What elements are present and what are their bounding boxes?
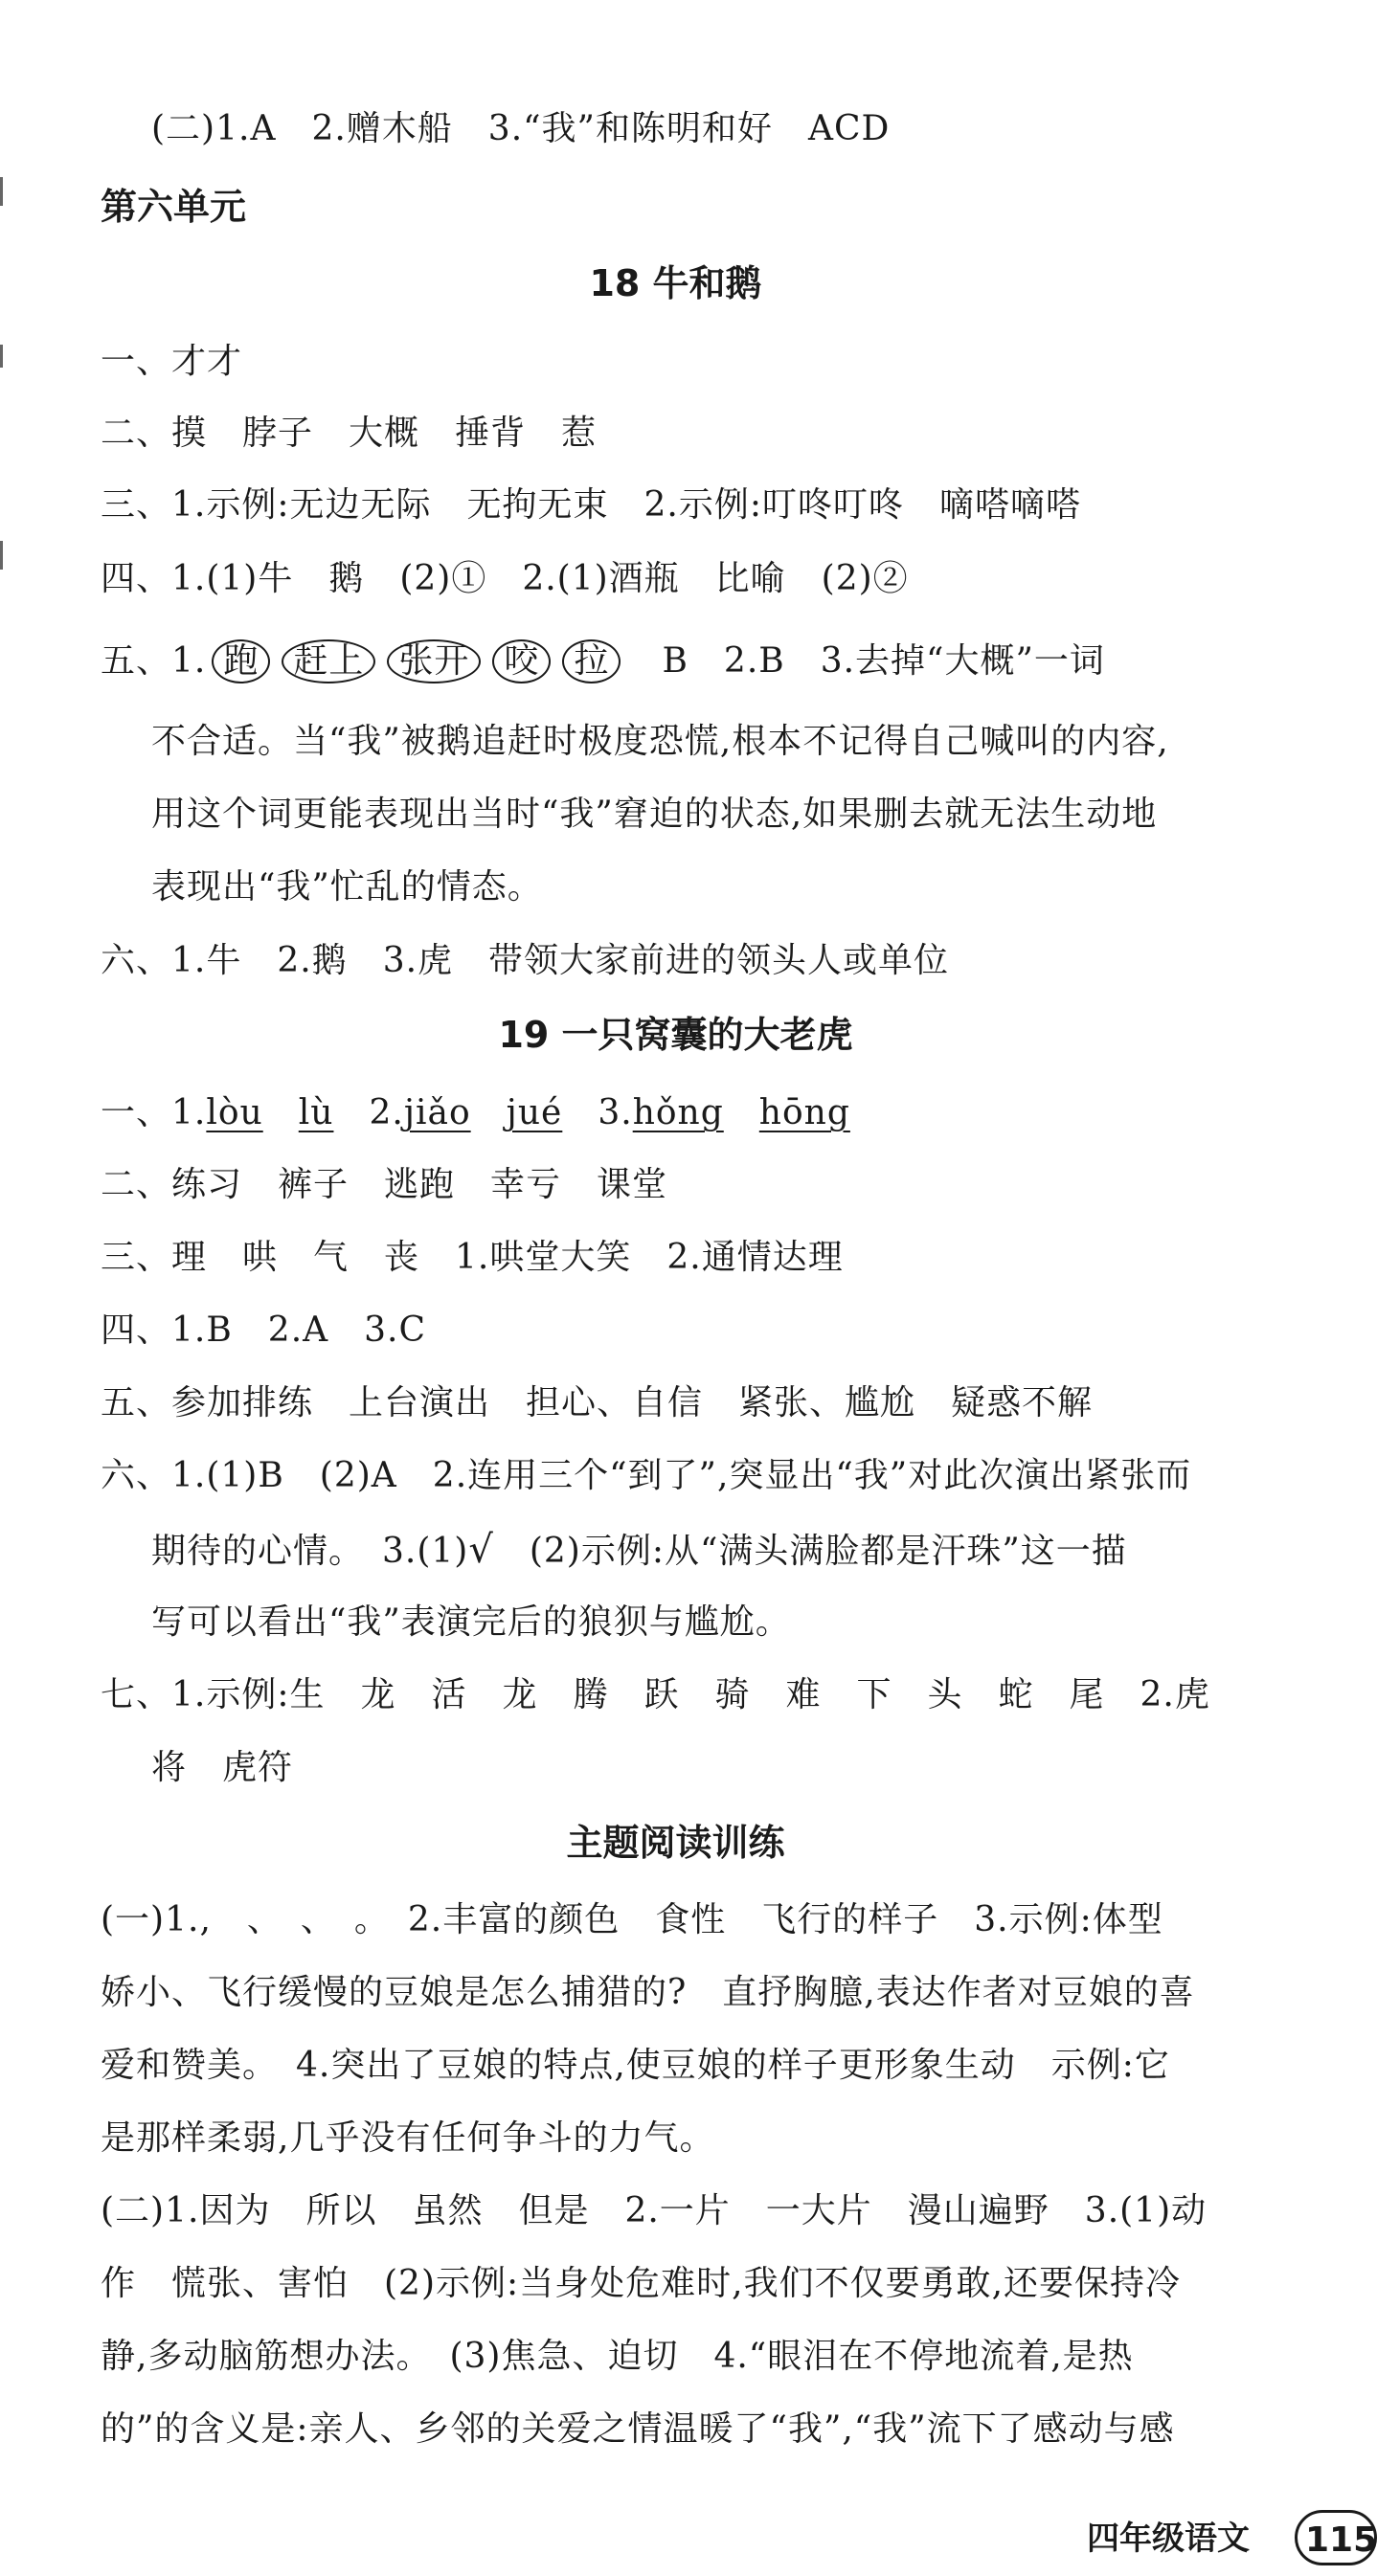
answer-line: 写可以看出“我”表演完后的狼狈与尴尬。 — [151, 1602, 791, 1642]
answer-line: 一、才才 — [101, 342, 243, 381]
answer-line: 不合适。当“我”被鹅追赶时极度恐慌,根本不记得自己喊叫的内容, — [151, 722, 1169, 761]
circled-word: 张开 — [387, 639, 481, 683]
answer-line: 七、1.示例:生 龙 活 龙 腾 跃 骑 难 下 头 蛇 尾 2.虎 — [101, 1675, 1210, 1714]
answer-line: 爱和赞美。 4.突出了豆娘的特点,使豆娘的样子更形象生动 示例:它 — [101, 2046, 1170, 2085]
binding-mark — [0, 541, 3, 570]
answer-line: 三、1.示例:无边无际 无拘无束 2.示例:叮咚叮咚 嘀嗒嘀嗒 — [101, 485, 1081, 525]
answer-line: 静,多动脑筋想办法。 (3)焦急、迫切 4.“眼泪在不停地流着,是热 — [101, 2337, 1134, 2376]
pinyin: hōng — [758, 1093, 850, 1132]
pinyin: hǒng — [632, 1093, 724, 1132]
pinyin: lù — [298, 1093, 334, 1132]
circled-word: 咬 — [492, 639, 551, 683]
lesson-18-title: 18 牛和鹅 — [589, 262, 762, 304]
answer-line: 二、练习 裤子 逃跑 幸亏 课堂 — [101, 1165, 668, 1204]
unit-title: 第六单元 — [101, 186, 247, 228]
footer-label: 四年级语文 — [1087, 2520, 1250, 2558]
answer-line: 四、1.(1)牛 鹅 (2)① 2.(1)酒瓶 比喻 (2)② — [101, 559, 909, 598]
theme-title: 主题阅读训练 — [566, 1822, 785, 1864]
answer-line: (一)1., 、 、 。 2.丰富的颜色 食性 飞行的样子 3.示例:体型 — [101, 1900, 1163, 1939]
answer-line: 五、参加排练 上台演出 担心、自信 紧张、尴尬 疑惑不解 — [101, 1383, 1094, 1422]
answer-line: 表现出“我”忙乱的情态。 — [151, 867, 543, 907]
circled-word: 赶上 — [282, 639, 375, 683]
answer-line: 一、1.lòu lù 2.jiǎo jué 3.hǒng hōng — [101, 1093, 850, 1132]
pinyin: jué — [506, 1093, 563, 1132]
circled-word: 拉 — [562, 639, 621, 683]
pinyin: jiǎo — [403, 1093, 471, 1132]
binding-mark — [0, 177, 3, 206]
answer-line: 二、摸 脖子 大概 捶背 惹 — [101, 414, 598, 453]
answer-line: 作 慌张、害怕 (2)示例:当身处危难时,我们不仅要勇敢,还要保持冷 — [101, 2264, 1182, 2303]
answer-line: 将 虎符 — [151, 1748, 294, 1787]
answer-line: 四、1.B 2.A 3.C — [101, 1310, 427, 1350]
answer-line: 期待的心情。 3.(1)√ (2)示例:从“满头满脸都是汗珠”这一描 — [151, 1528, 1127, 1572]
answer-line: 娇小、飞行缓慢的豆娘是怎么捕猎的? 直抒胸臆,表达作者对豆娘的喜 — [101, 1973, 1195, 2012]
answer-line: (二)1.A 2.赠木船 3.“我”和陈明和好 ACD — [151, 109, 891, 148]
answer-line: 用这个词更能表现出当时“我”窘迫的状态,如果删去就无法生动地 — [151, 795, 1158, 834]
answer-line: 的”的含义是:亲人、乡邻的关爱之情温暖了“我”,“我”流下了感动与感 — [101, 2409, 1175, 2449]
answer-line: 是那样柔弱,几乎没有任何争斗的力气。 — [101, 2118, 715, 2158]
lesson-19-title: 19 一只窝囊的大老虎 — [498, 1014, 853, 1056]
answer-line: (二)1.因为 所以 虽然 但是 2.一片 一大片 漫山遍野 3.(1)动 — [101, 2191, 1208, 2230]
circled-word: 跑 — [212, 639, 270, 683]
answer-line: 五、1. 跑 赶上 张开 咬 拉 B 2.B 3.去掉“大概”一词 — [101, 639, 1105, 683]
check-mark-icon: √ — [468, 1528, 494, 1572]
answer-line: 六、1.牛 2.鹅 3.虎 带领大家前进的领头人或单位 — [101, 941, 950, 980]
answer-line: 三、理 哄 气 丧 1.哄堂大笑 2.通情达理 — [101, 1238, 844, 1277]
pinyin: lòu — [206, 1093, 263, 1132]
answer-line: 六、1.(1)B (2)A 2.连用三个“到了”,突显出“我”对此次演出紧张而 — [101, 1456, 1192, 1495]
page-number: 115 — [1295, 2510, 1377, 2565]
binding-mark — [0, 345, 3, 368]
